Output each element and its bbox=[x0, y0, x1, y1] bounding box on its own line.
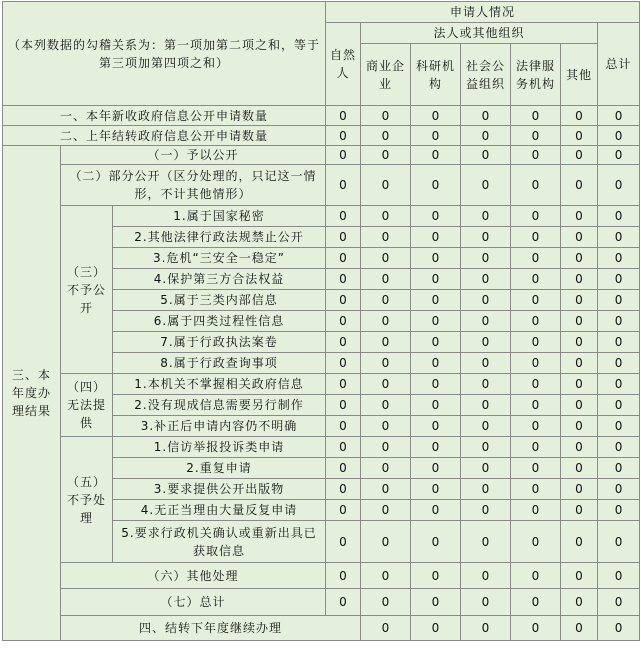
row-label: （一）予以公开 bbox=[61, 146, 326, 165]
value-cell: 0 bbox=[561, 227, 598, 248]
value-cell: 0 bbox=[326, 332, 361, 353]
value-cell: 0 bbox=[511, 206, 561, 227]
value-cell: 0 bbox=[326, 290, 361, 311]
value-cell: 0 bbox=[511, 416, 561, 437]
sub-row-label: 4.无正当理由大量反复申请 bbox=[113, 500, 326, 521]
value-cell: 0 bbox=[598, 563, 640, 589]
value-cell: 0 bbox=[598, 416, 640, 437]
value-cell: 0 bbox=[326, 165, 361, 206]
section-3-label: 三、本年度办理结果 bbox=[3, 146, 61, 641]
value-cell: 0 bbox=[598, 458, 640, 479]
value-cell: 0 bbox=[411, 290, 461, 311]
value-cell: 0 bbox=[326, 227, 361, 248]
value-cell: 0 bbox=[511, 563, 561, 589]
value-cell: 0 bbox=[561, 126, 598, 146]
table-row bbox=[3, 374, 640, 395]
header-org-type: 科研机构 bbox=[411, 44, 461, 106]
value-cell: 0 bbox=[411, 269, 461, 290]
value-cell: 0 bbox=[411, 248, 461, 269]
value-cell: 0 bbox=[461, 437, 511, 458]
value-cell: 0 bbox=[326, 479, 361, 500]
value-cell: 0 bbox=[326, 500, 361, 521]
value-cell: 0 bbox=[511, 589, 561, 616]
value-cell: 0 bbox=[598, 479, 640, 500]
row-label: （二）部分公开（区分处理的，只记这一情形，不计其他情形） bbox=[61, 165, 326, 206]
value-cell: 0 bbox=[361, 521, 411, 563]
value-cell: 0 bbox=[511, 374, 561, 395]
value-cell: 0 bbox=[511, 106, 561, 126]
value-cell: 0 bbox=[361, 479, 411, 500]
value-cell: 0 bbox=[511, 395, 561, 416]
value-cell: 0 bbox=[598, 290, 640, 311]
value-cell: 0 bbox=[461, 126, 511, 146]
value-cell: 0 bbox=[361, 269, 411, 290]
value-cell: 0 bbox=[511, 353, 561, 374]
value-cell: 0 bbox=[561, 458, 598, 479]
value-cell: 0 bbox=[598, 353, 640, 374]
value-cell: 0 bbox=[561, 353, 598, 374]
sub-row-label: 2.其他法律行政法规禁止公开 bbox=[113, 227, 326, 248]
value-cell: 0 bbox=[411, 146, 461, 165]
value-cell: 0 bbox=[361, 106, 411, 126]
header-natural-person: 自然人 bbox=[326, 23, 361, 106]
value-cell: 0 bbox=[411, 521, 461, 563]
value-cell: 0 bbox=[561, 206, 598, 227]
value-cell: 0 bbox=[511, 165, 561, 206]
value-cell: 0 bbox=[598, 589, 640, 616]
value-cell: 0 bbox=[361, 311, 411, 332]
value-cell: 0 bbox=[511, 126, 561, 146]
group-label: （五）不予处理 bbox=[61, 437, 113, 563]
value-cell: 0 bbox=[598, 269, 640, 290]
value-cell: 0 bbox=[461, 395, 511, 416]
sub-row-label: 3.补正后申请内容仍不明确 bbox=[113, 416, 326, 437]
value-cell: 0 bbox=[511, 616, 561, 641]
sub-row-label: 5.要求行政机关确认或重新出具已获取信息 bbox=[113, 521, 326, 563]
value-cell: 0 bbox=[511, 290, 561, 311]
value-cell: 0 bbox=[461, 332, 511, 353]
value-cell: 0 bbox=[326, 563, 361, 589]
value-cell: 0 bbox=[461, 589, 511, 616]
value-cell: 0 bbox=[511, 269, 561, 290]
value-cell: 0 bbox=[461, 416, 511, 437]
value-cell: 0 bbox=[561, 290, 598, 311]
value-cell: 0 bbox=[411, 437, 461, 458]
value-cell: 0 bbox=[361, 165, 411, 206]
value-cell: 0 bbox=[411, 353, 461, 374]
value-cell: 0 bbox=[598, 500, 640, 521]
value-cell: 0 bbox=[598, 521, 640, 563]
value-cell: 0 bbox=[361, 500, 411, 521]
value-cell: 0 bbox=[461, 227, 511, 248]
header-org-type: 商业企业 bbox=[361, 44, 411, 106]
table-row bbox=[3, 165, 640, 206]
value-cell: 0 bbox=[411, 165, 461, 206]
value-cell: 0 bbox=[411, 563, 461, 589]
value-cell: 0 bbox=[561, 479, 598, 500]
value-cell: 0 bbox=[561, 616, 598, 641]
table-row bbox=[3, 146, 640, 165]
value-cell: 0 bbox=[561, 332, 598, 353]
value-cell: 0 bbox=[598, 332, 640, 353]
header-legal-group: 法人或其他组织 bbox=[361, 23, 598, 44]
sub-row-label: 2.重复申请 bbox=[113, 458, 326, 479]
value-cell: 0 bbox=[326, 458, 361, 479]
value-cell: 0 bbox=[461, 269, 511, 290]
value-cell: 0 bbox=[361, 416, 411, 437]
value-cell: 0 bbox=[361, 395, 411, 416]
value-cell: 0 bbox=[361, 332, 411, 353]
table-row bbox=[3, 563, 640, 589]
value-cell: 0 bbox=[461, 290, 511, 311]
value-cell: 0 bbox=[561, 106, 598, 126]
value-cell: 0 bbox=[511, 521, 561, 563]
value-cell: 0 bbox=[598, 146, 640, 165]
sub-row-label: 4.保护第三方合法权益 bbox=[113, 269, 326, 290]
value-cell: 0 bbox=[361, 374, 411, 395]
value-cell: 0 bbox=[461, 248, 511, 269]
value-cell: 0 bbox=[561, 165, 598, 206]
value-cell: 0 bbox=[598, 126, 640, 146]
header-applicant-situation: 申请人情况 bbox=[326, 2, 640, 23]
value-cell: 0 bbox=[461, 458, 511, 479]
header-org-type: 其他 bbox=[561, 44, 598, 106]
value-cell: 0 bbox=[561, 416, 598, 437]
value-cell: 0 bbox=[326, 521, 361, 563]
value-cell: 0 bbox=[361, 458, 411, 479]
value-cell: 0 bbox=[361, 227, 411, 248]
value-cell: 0 bbox=[461, 563, 511, 589]
group-label: （四）无法提供 bbox=[61, 374, 113, 437]
value-cell: 0 bbox=[411, 227, 461, 248]
group-label: （三）不予公开 bbox=[61, 206, 113, 374]
value-cell: 0 bbox=[461, 311, 511, 332]
value-cell: 0 bbox=[411, 106, 461, 126]
value-cell: 0 bbox=[361, 437, 411, 458]
value-cell: 0 bbox=[511, 332, 561, 353]
value-cell: 0 bbox=[461, 500, 511, 521]
value-cell: 0 bbox=[561, 146, 598, 165]
sub-row-label: 1.本机关不掌握相关政府信息 bbox=[113, 374, 326, 395]
value-cell: 0 bbox=[561, 521, 598, 563]
table-row bbox=[3, 106, 640, 126]
sub-row-label: 5.属于三类内部信息 bbox=[113, 290, 326, 311]
value-cell: 0 bbox=[511, 500, 561, 521]
table-row bbox=[3, 126, 640, 146]
header-org-type: 法律服务机构 bbox=[511, 44, 561, 106]
row-label: （六）其他处理 bbox=[61, 563, 326, 589]
value-cell: 0 bbox=[461, 106, 511, 126]
value-cell: 0 bbox=[326, 206, 361, 227]
value-cell: 0 bbox=[411, 616, 461, 641]
value-cell: 0 bbox=[361, 248, 411, 269]
value-cell: 0 bbox=[511, 479, 561, 500]
value-cell: 0 bbox=[461, 353, 511, 374]
value-cell: 0 bbox=[461, 374, 511, 395]
row-label: 四、结转下年度继续办理 bbox=[61, 616, 361, 641]
value-cell: 0 bbox=[561, 437, 598, 458]
value-cell: 0 bbox=[326, 269, 361, 290]
value-cell: 0 bbox=[411, 206, 461, 227]
value-cell: 0 bbox=[326, 106, 361, 126]
value-cell: 0 bbox=[598, 227, 640, 248]
value-cell: 0 bbox=[598, 437, 640, 458]
value-cell: 0 bbox=[461, 521, 511, 563]
sub-row-label: 8.属于行政查询事项 bbox=[113, 353, 326, 374]
value-cell: 0 bbox=[361, 290, 411, 311]
row-label: 二、上年结转政府信息公开申请数量 bbox=[3, 126, 326, 146]
sub-row-label: 1.信访举报投诉类申请 bbox=[113, 437, 326, 458]
value-cell: 0 bbox=[361, 126, 411, 146]
value-cell: 0 bbox=[411, 311, 461, 332]
value-cell: 0 bbox=[361, 146, 411, 165]
value-cell: 0 bbox=[561, 374, 598, 395]
value-cell: 0 bbox=[326, 146, 361, 165]
value-cell: 0 bbox=[411, 458, 461, 479]
value-cell: 0 bbox=[361, 616, 411, 641]
value-cell: 0 bbox=[326, 589, 361, 616]
value-cell: 0 bbox=[561, 500, 598, 521]
value-cell: 0 bbox=[561, 395, 598, 416]
value-cell: 0 bbox=[561, 248, 598, 269]
value-cell: 0 bbox=[361, 353, 411, 374]
value-cell: 0 bbox=[326, 248, 361, 269]
value-cell: 0 bbox=[411, 395, 461, 416]
sub-row-label: 3.危机“三安全一稳定” bbox=[113, 248, 326, 269]
value-cell: 0 bbox=[411, 126, 461, 146]
sub-row-label: 3.要求提供公开出版物 bbox=[113, 479, 326, 500]
table-row bbox=[3, 206, 640, 227]
value-cell: 0 bbox=[461, 206, 511, 227]
row-label: （七）总计 bbox=[61, 589, 326, 616]
value-cell: 0 bbox=[598, 395, 640, 416]
value-cell: 0 bbox=[411, 589, 461, 616]
header-note: （本列数据的勾稽关系为：第一项加第二项之和，等于第三项加第四项之和） bbox=[3, 2, 326, 106]
value-cell: 0 bbox=[461, 479, 511, 500]
value-cell: 0 bbox=[361, 206, 411, 227]
value-cell: 0 bbox=[598, 248, 640, 269]
table-row bbox=[3, 437, 640, 458]
value-cell: 0 bbox=[326, 353, 361, 374]
sub-row-label: 1.属于国家秘密 bbox=[113, 206, 326, 227]
value-cell: 0 bbox=[326, 374, 361, 395]
sub-row-label: 2.没有现成信息需要另行制作 bbox=[113, 395, 326, 416]
value-cell: 0 bbox=[511, 437, 561, 458]
value-cell: 0 bbox=[511, 227, 561, 248]
sub-row-label: 6.属于四类过程性信息 bbox=[113, 311, 326, 332]
value-cell: 0 bbox=[598, 106, 640, 126]
value-cell: 0 bbox=[361, 589, 411, 616]
sub-row-label: 7.属于行政执法案卷 bbox=[113, 332, 326, 353]
value-cell: 0 bbox=[511, 458, 561, 479]
value-cell: 0 bbox=[461, 146, 511, 165]
table-row bbox=[3, 616, 640, 641]
value-cell: 0 bbox=[326, 416, 361, 437]
gov-info-disclosure-table bbox=[2, 1, 640, 641]
value-cell: 0 bbox=[561, 269, 598, 290]
value-cell: 0 bbox=[326, 395, 361, 416]
value-cell: 0 bbox=[598, 311, 640, 332]
value-cell: 0 bbox=[411, 332, 461, 353]
value-cell: 0 bbox=[411, 416, 461, 437]
header-org-type: 社会公益组织 bbox=[461, 44, 511, 106]
value-cell: 0 bbox=[411, 500, 461, 521]
value-cell: 0 bbox=[326, 437, 361, 458]
value-cell: 0 bbox=[411, 374, 461, 395]
value-cell: 0 bbox=[561, 311, 598, 332]
value-cell: 0 bbox=[461, 616, 511, 641]
row-label: 一、本年新收政府信息公开申请数量 bbox=[3, 106, 326, 126]
value-cell: 0 bbox=[326, 311, 361, 332]
report-page bbox=[0, 1, 641, 652]
value-cell: 0 bbox=[511, 248, 561, 269]
value-cell: 0 bbox=[561, 589, 598, 616]
value-cell: 0 bbox=[598, 374, 640, 395]
value-cell: 0 bbox=[361, 563, 411, 589]
value-cell: 0 bbox=[598, 165, 640, 206]
value-cell: 0 bbox=[598, 206, 640, 227]
value-cell: 0 bbox=[598, 616, 640, 641]
table-row bbox=[3, 589, 640, 616]
header-total: 总计 bbox=[598, 23, 640, 106]
value-cell: 0 bbox=[511, 146, 561, 165]
value-cell: 0 bbox=[511, 311, 561, 332]
value-cell: 0 bbox=[411, 479, 461, 500]
value-cell: 0 bbox=[326, 126, 361, 146]
value-cell: 0 bbox=[461, 165, 511, 206]
value-cell: 0 bbox=[561, 563, 598, 589]
